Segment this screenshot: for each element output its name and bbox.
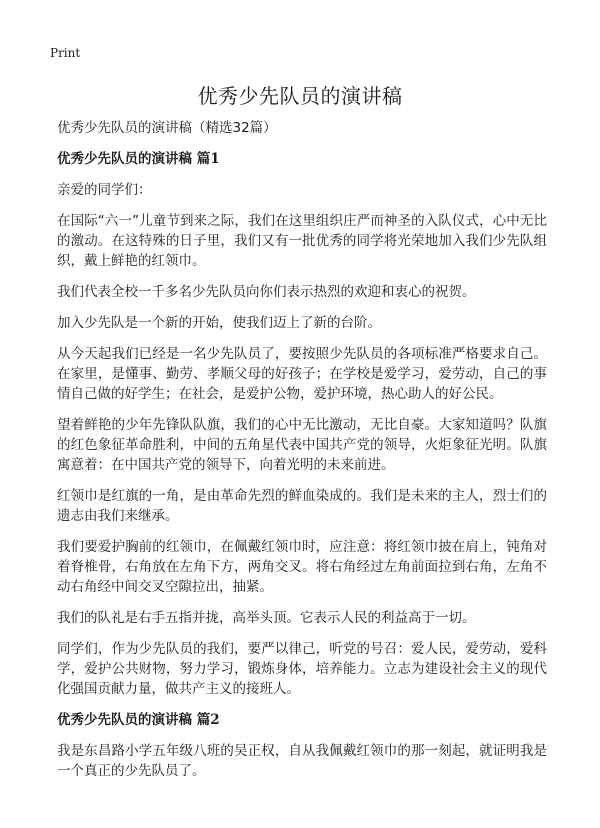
paragraph: 加入少先队是一个新的开始，使我们迈上了新的台阶。 bbox=[57, 315, 381, 331]
paragraph: 从今天起我们已经是一名少先队员了，要按照少先队员的各项标准严格要求自己。在家里，是懂事、勤劳、孝顺父母的好孩子；在学校是爱学习，爱劳动，自己的事情自己做的好学生；在社会，是爱护公物，爱护环境，热心助人的好公民。 bbox=[57, 346, 547, 402]
paragraph: 我是东昌路小学五年级八班的吴正权，自从我佩戴红领巾的那一刻起，就证明我是一个真正的少先队员了。 bbox=[57, 743, 547, 779]
section-heading: 优秀少先队员的演讲稿 篇1 bbox=[57, 151, 220, 167]
document-subtitle: 优秀少先队员的演讲稿（精选32篇） bbox=[57, 120, 277, 136]
paragraph: 同学们，作为少先队员的我们，要严以律己，听党的号召：爱人民，爱劳动，爱科学，爱护公共财物，努力学习，锻炼身体，培养能力。立志为建设社会主义的现代化强国贡献力量，做共产主义的接班人。 bbox=[57, 641, 547, 697]
paragraph: 我们的队礼是右手五指并拢，高举头顶。它表示人民的利益高于一切。 bbox=[57, 610, 476, 626]
section-heading: 优秀少先队员的演讲稿 篇2 bbox=[57, 712, 220, 728]
page-title: 优秀少先队员的演讲稿 bbox=[197, 84, 403, 108]
document-body bbox=[57, 118, 547, 792]
paragraph: 我们要爱护胸前的红领巾，在佩戴红领巾时，应注意：将红领巾披在肩上，钝角对着脊椎骨，右角放在左角下方，两角交叉。将右角经过左角前面拉到右角，左角不动右角经中间交叉空隙拉出，抽紧。 bbox=[57, 539, 547, 595]
paragraph: 红领巾是红旗的一角，是由革命先烈的鲜血染成的。我们是未来的主人，烈士们的遗志由我们来继承。 bbox=[57, 488, 547, 524]
section-2 bbox=[57, 710, 547, 781]
print-label[interactable]: Print bbox=[50, 46, 81, 60]
section-1 bbox=[57, 149, 547, 699]
paragraph: 望着鲜艳的少年先锋队队旗，我们的心中无比激动，无比自豪。大家知道吗？队旗的红色象征革命胜利，中间的五角星代表中国共产党的领导，火炬象征光明。队旗寓意着：在中国共产党的领导下，向着光明的未来前进。 bbox=[57, 417, 547, 473]
paragraph: 亲爱的同学们： bbox=[57, 182, 152, 198]
paragraph: 我们代表全校一千多名少先队员向你们表示热烈的欢迎和衷心的祝贺。 bbox=[57, 284, 476, 300]
paragraph: 在国际“六一”儿童节到来之际，我们在这里组织庄严而神圣的入队仪式，心中无比的激动。在这特殊的日子里，我们又有一批优秀的同学将光荣地加入我们少先队组织，戴上鲜艳的红领巾。 bbox=[57, 213, 547, 269]
